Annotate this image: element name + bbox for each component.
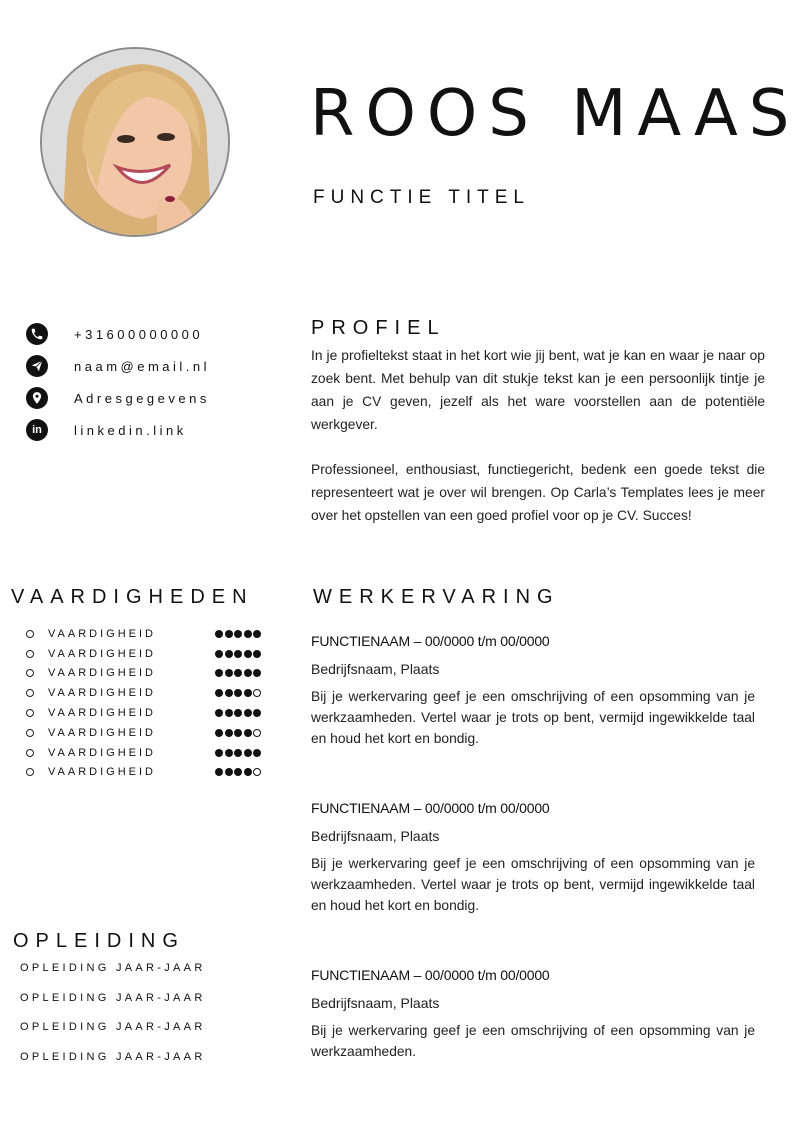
job-entry-2 xyxy=(311,800,755,916)
skill-row xyxy=(26,664,261,684)
linkedin-text[interactable]: linkedin.link xyxy=(74,422,187,438)
rating-dot-filled xyxy=(244,729,252,737)
rating-dot-filled xyxy=(215,650,223,658)
rating-dot-filled xyxy=(244,709,252,717)
rating-dot-filled xyxy=(244,689,252,697)
rating-dot-filled xyxy=(225,768,233,776)
rating-dot-filled xyxy=(234,689,242,697)
candidate-name: ROOS MAAS xyxy=(310,77,800,151)
rating-dot-filled xyxy=(253,709,261,717)
phone-icon xyxy=(26,323,48,345)
job-entry-description: Bij je werkervaring geef je een omschrijving of een opsomming van je werkzaamheden. xyxy=(311,1023,755,1059)
contact-phone xyxy=(26,318,210,350)
rating-dot-empty xyxy=(253,689,261,697)
skill-rating xyxy=(215,650,261,658)
rating-dot-filled xyxy=(244,768,252,776)
rating-dot-filled xyxy=(244,669,252,677)
skill-label: VAARDIGHEID xyxy=(48,647,156,660)
rating-dot-filled xyxy=(225,689,233,697)
bullet-icon xyxy=(26,729,34,737)
bullet-icon xyxy=(26,669,34,677)
skill-label: VAARDIGHEID xyxy=(48,746,156,759)
skills-list xyxy=(26,624,261,782)
bullet-icon xyxy=(26,689,34,697)
rating-dot-filled xyxy=(215,768,223,776)
skill-rating xyxy=(215,630,261,638)
rating-dot-filled xyxy=(234,709,242,717)
rating-dot-filled xyxy=(215,729,223,737)
contact-email xyxy=(26,350,210,382)
profile-heading: PROFIEL xyxy=(311,317,446,339)
rating-dot-filled xyxy=(253,749,261,757)
rating-dot-filled xyxy=(225,749,233,757)
contact-address xyxy=(26,382,210,414)
bullet-icon xyxy=(26,709,34,717)
rating-dot-filled xyxy=(253,669,261,677)
rating-dot-filled xyxy=(225,630,233,638)
rating-dot-filled xyxy=(225,669,233,677)
job-entry-company: Bedrijfsnaam, Plaats xyxy=(311,828,440,844)
bullet-icon xyxy=(26,749,34,757)
skill-label: VAARDIGHEID xyxy=(48,726,156,739)
phone-text[interactable]: +31600000000 xyxy=(74,326,204,342)
rating-dot-filled xyxy=(215,749,223,757)
education-item: OPLEIDING JAAR-JAAR xyxy=(20,1051,206,1064)
skill-row xyxy=(26,703,261,723)
rating-dot-filled xyxy=(253,650,261,658)
education-item: OPLEIDING JAAR-JAAR xyxy=(20,962,206,974)
rating-dot-filled xyxy=(244,650,252,658)
skill-label: VAARDIGHEID xyxy=(48,687,156,700)
rating-dot-filled xyxy=(225,729,233,737)
skill-label: VAARDIGHEID xyxy=(48,667,156,680)
skill-rating xyxy=(215,689,261,697)
rating-dot-filled xyxy=(234,650,242,658)
skill-rating xyxy=(215,729,261,737)
education-list xyxy=(20,962,206,1081)
email-text[interactable]: naam@email.nl xyxy=(74,358,211,374)
rating-dot-filled xyxy=(234,768,242,776)
job-entry-1 xyxy=(311,633,755,749)
rating-dot-filled xyxy=(215,630,223,638)
rating-dot-filled xyxy=(244,630,252,638)
contact-linkedin xyxy=(26,414,210,446)
rating-dot-empty xyxy=(253,768,261,776)
job-title: FUNCTIE TITEL xyxy=(313,187,530,208)
rating-dot-filled xyxy=(234,749,242,757)
skill-rating xyxy=(215,768,261,776)
rating-dot-empty xyxy=(253,729,261,737)
portrait-illustration xyxy=(42,49,230,237)
bullet-icon xyxy=(26,650,34,658)
skill-row xyxy=(26,683,261,703)
profile-paragraph-2: Professioneel, enthousiast, functiegericht, bedenk een goede tekst die representeert wat je over wil brengen. Op Carla’s Templates lees je meer over het opstellen van een goed profiel voor op je CV. Succes! xyxy=(311,462,765,523)
job-entry-3 xyxy=(311,967,755,1062)
skill-row xyxy=(26,624,261,644)
skill-label: VAARDIGHEID xyxy=(48,627,156,640)
skill-row xyxy=(26,763,261,783)
skill-label: VAARDIGHEID xyxy=(48,766,156,779)
address-text: Adresgegevens xyxy=(74,390,210,406)
rating-dot-filled xyxy=(234,630,242,638)
rating-dot-filled xyxy=(234,729,242,737)
rating-dot-filled xyxy=(215,709,223,717)
education-item: OPLEIDING JAAR-JAAR xyxy=(20,1021,206,1034)
job-entry-title: FUNCTIENAAM – 00/0000 t/m 00/0000 xyxy=(311,967,550,983)
job-entry-company: Bedrijfsnaam, Plaats xyxy=(311,995,440,1011)
rating-dot-filled xyxy=(215,689,223,697)
job-entry-description: Bij je werkervaring geef je een omschrijving of een opsomming van je werkzaamheden. Vertel waar je trots op bent, vermijd ingewikkelde taal en houd het kort en bondig. xyxy=(311,689,755,746)
skill-rating xyxy=(215,749,261,757)
skill-row xyxy=(26,644,261,664)
contact-list xyxy=(26,318,210,446)
skills-heading: VAARDIGHEDEN xyxy=(11,586,254,608)
rating-dot-filled xyxy=(215,669,223,677)
location-pin-icon xyxy=(26,387,48,409)
bullet-icon xyxy=(26,768,34,776)
job-entry-description: Bij je werkervaring geef je een omschrijving of een opsomming van je werkzaamheden. Vertel waar je trots op bent, vermijd ingewikkelde taal en houd het kort en bondig. xyxy=(311,856,755,913)
skill-rating xyxy=(215,669,261,677)
rating-dot-filled xyxy=(234,669,242,677)
rating-dot-filled xyxy=(253,630,261,638)
education-heading: OPLEIDING xyxy=(13,930,185,952)
job-entry-title: FUNCTIENAAM – 00/0000 t/m 00/0000 xyxy=(311,633,550,649)
rating-dot-filled xyxy=(225,650,233,658)
skill-rating xyxy=(215,709,261,717)
education-item: OPLEIDING JAAR-JAAR xyxy=(20,991,206,1004)
bullet-icon xyxy=(26,630,34,638)
job-entry-company: Bedrijfsnaam, Plaats xyxy=(311,661,440,677)
skill-row xyxy=(26,723,261,743)
linkedin-icon: in xyxy=(26,419,48,441)
profile-photo xyxy=(40,47,230,237)
skill-label: VAARDIGHEID xyxy=(48,707,156,720)
send-icon xyxy=(26,355,48,377)
rating-dot-filled xyxy=(225,709,233,717)
profile-paragraph-1: In je profieltekst staat in het kort wie jij bent, wat je kan en waar je naar op zoek bent. Met behulp van dit stukje tekst kan je een persoonlijk tintje je aan je CV geven, jezelf als het ware voorstellen aan de potentiële werkgever. xyxy=(311,348,765,432)
skill-row xyxy=(26,743,261,763)
work-heading: WERKERVARING xyxy=(313,586,560,608)
job-entry-title: FUNCTIENAAM – 00/0000 t/m 00/0000 xyxy=(311,800,550,816)
rating-dot-filled xyxy=(244,749,252,757)
